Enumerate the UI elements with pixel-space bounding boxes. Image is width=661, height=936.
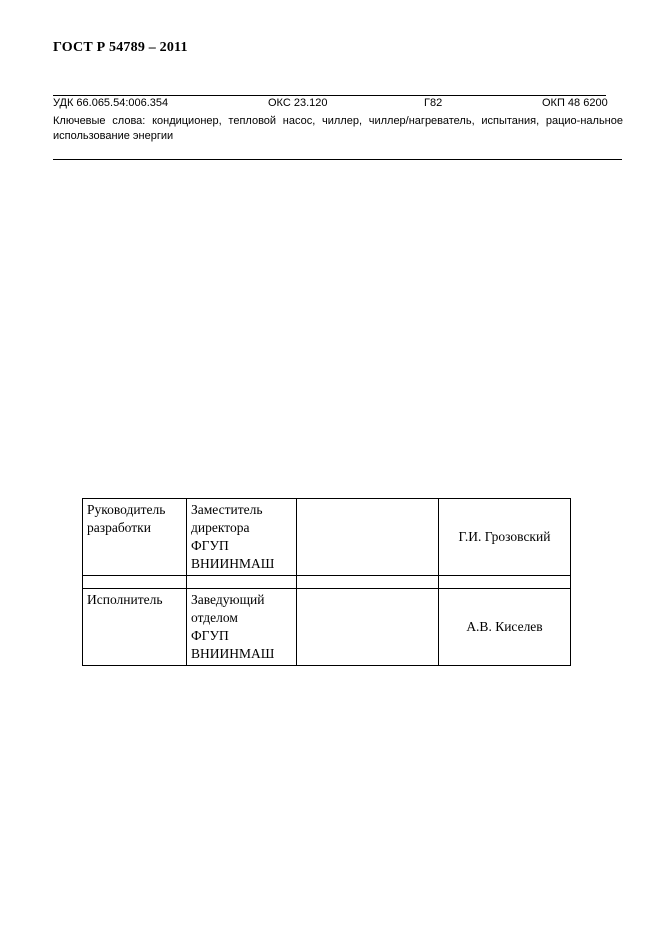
position-label: ФГУП xyxy=(191,538,229,553)
position-cell xyxy=(187,589,297,666)
role-label: Руководитель xyxy=(87,502,166,517)
top-divider xyxy=(53,95,606,96)
table-row xyxy=(83,576,571,589)
spacer-cell xyxy=(439,576,571,589)
position-label: Заместитель xyxy=(191,502,263,517)
spacer-cell xyxy=(297,576,439,589)
signature-cell xyxy=(297,499,439,576)
person-name: А.В. Киселев xyxy=(466,619,543,634)
role-label: разработки xyxy=(87,520,151,535)
keywords-text: Ключевые слова: кондиционер, тепловой насос, чиллер, чиллер/нагреватель, испытания, рацио-нальное использование энергии xyxy=(53,115,623,142)
position-label: Заведующий xyxy=(191,592,265,607)
name-cell xyxy=(439,589,571,666)
position-label: ФГУП xyxy=(191,628,229,643)
role-cell xyxy=(83,499,187,576)
okp-code: ОКП 48 6200 xyxy=(542,97,608,109)
spacer-cell xyxy=(187,576,297,589)
role-label: Исполнитель xyxy=(87,592,163,607)
position-label: ВНИИНМАШ xyxy=(191,556,275,571)
position-label: отделом xyxy=(191,610,238,625)
signature-cell xyxy=(297,589,439,666)
group-code: Г82 xyxy=(424,97,443,109)
bottom-divider xyxy=(53,159,622,160)
oks-code: ОКС 23.120 xyxy=(268,97,328,109)
udk-code: УДК 66.065.54:006.354 xyxy=(53,97,169,109)
table-row xyxy=(83,589,571,666)
position-cell xyxy=(187,499,297,576)
table-row xyxy=(83,499,571,576)
role-cell xyxy=(83,589,187,666)
person-name: Г.И. Грозовский xyxy=(458,529,551,544)
position-label: директора xyxy=(191,520,250,535)
position-label: ВНИИНМАШ xyxy=(191,646,275,661)
name-cell xyxy=(439,499,571,576)
spacer-cell xyxy=(83,576,187,589)
standard-title: ГОСТ Р 54789 – 2011 xyxy=(53,40,188,55)
signatures-table xyxy=(82,498,571,666)
